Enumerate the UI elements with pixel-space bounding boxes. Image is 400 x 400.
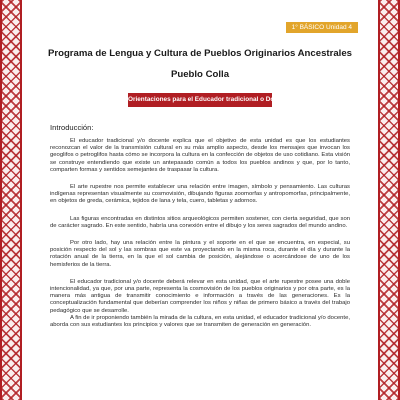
paragraph: El arte rupestre nos permite establecer una relación entre imagen, símbolo y pensamiento. Las culturas indígenas representan visualmente su cosmovisión, dibujando figuras zoomorfas y antropomorfas, principalmente, en objetos de greda, cerámica, tejidos de lana y tela, cuero, tabletas y adornos. [50, 184, 350, 205]
intro-heading: Introducción: [50, 123, 94, 132]
grade-unit-badge: 1° BÁSICO Unidad 4 [286, 22, 358, 33]
document-body [50, 123, 350, 400]
paragraph: Por otro lado, hay una relación entre la pintura y el soporte en el que se encuentra, en especial, su posición respecto del sol y las sombras que este va proyectando en la misma roca, durante el día y durante la rotación anual de la tierra, en la que el sol cambia de posición, alejándose o acercándose de uno de los hemisferios de la tierra. [50, 240, 350, 268]
paragraph: A fin de ir proponiendo también la mirada de la cultura, en esta unidad, el educador tradicional y/o docente, aborda con sus estudiantes los principios y valores que se transmiten de generación en generación. [50, 314, 350, 329]
left-decorative-border [0, 0, 22, 400]
page-title: Programa de Lengua y Cultura de Pueblos Originarios Ancestrales [47, 48, 353, 59]
paragraph: El educador tradicional y/o docente deberá relevar en esta unidad, que el arte rupestre posee una doble intencionalidad, ya que, por una parte, representa la cosmovisión de los pueblos originarios y por otra parte, es la manera más antigua de transmitir conocimiento e información a través de las generaciones. Es la conceptualización fundamental que deberían comprender los niños y niñas de primero básico a través del trabajo pedagógico que se desarrolle. [50, 278, 350, 314]
paragraph: El educador tradicional y/o docente explica que el objetivo de esta unidad es que los estudiantes reconozcan el valor de la transmisión cultural en su más amplio aspecto, desde los mensajes que invocan los geoglifos o petroglifos hasta cómo se incorpora la cultura en la confección de objetos de uso cotidiano. Esta visión se construye entendiendo que existe un antepasado común a todos los pueblos andinos y que, por lo tanto, comparten formas y sentidos semejantes de traspasar la cultura. [50, 138, 350, 173]
page-subtitle: Pueblo Colla [170, 69, 230, 80]
right-decorative-border [378, 0, 400, 400]
section-banner: Orientaciones para el Educador tradicional o Docente [128, 93, 272, 107]
paragraph: Las figuras encontradas en distintos sitios arqueológicos permiten sostener, con cierta seguridad, que son de carácter sagrado. En este sentido, habría una conexión entre el dibujo y los seres sagrados del mundo andino. [50, 215, 350, 229]
